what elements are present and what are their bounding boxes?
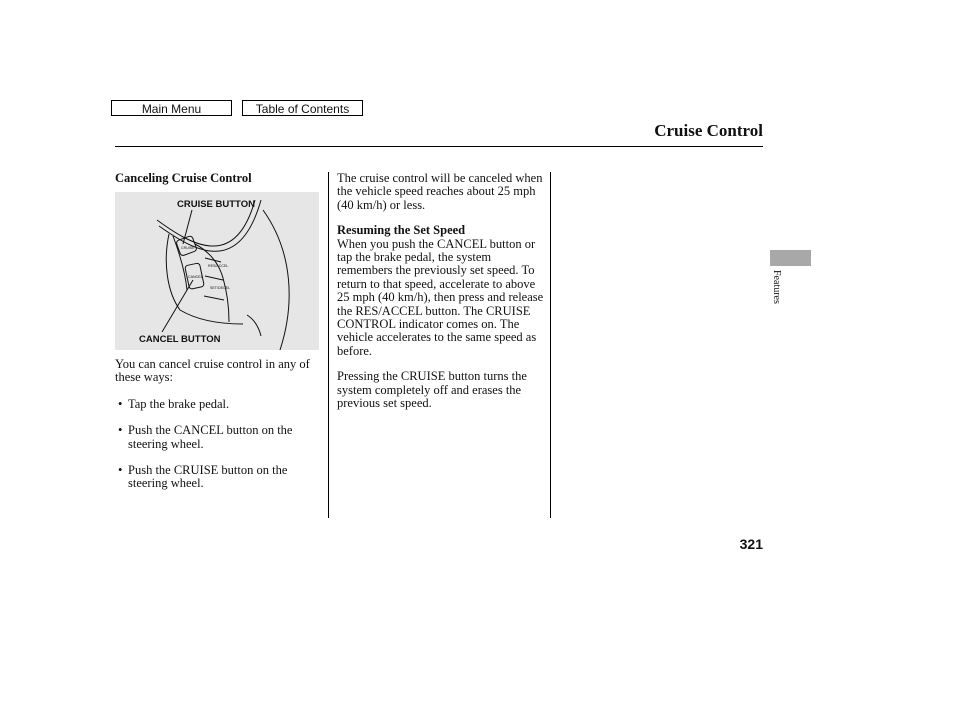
- section-heading-resuming: Resuming the Set Speed: [337, 223, 466, 238]
- speed-cancel-paragraph: The cruise control will be canceled when the vehicle speed reaches about 25 mph (40 km/h) or less.: [337, 171, 543, 212]
- section-tab-marker: [770, 250, 811, 266]
- cruise-off-paragraph: Pressing the CRUISE button turns the system completely off and erases the previous set speed.: [337, 369, 527, 411]
- bullet-symbol: •: [118, 423, 123, 438]
- section-heading-canceling: Canceling Cruise Control: [115, 171, 252, 185]
- cancel-intro: You can cancel cruise control in any of these ways:: [115, 357, 310, 385]
- column-divider-right: [550, 172, 551, 518]
- page-title: Cruise Control: [654, 121, 763, 140]
- left-column: [115, 172, 320, 185]
- bullet-text: Push the CRUISE button on the steering wheel.: [128, 463, 288, 491]
- middle-column: [337, 172, 547, 411]
- bullet-symbol: •: [118, 396, 123, 411]
- list-item: [115, 424, 320, 451]
- set-decel-glyph: SET/DECEL: [210, 286, 230, 290]
- bullet-text: Tap the brake pedal.: [128, 396, 230, 411]
- cancel-button-label: CANCEL BUTTON: [139, 334, 221, 345]
- canceling-instructions: [115, 358, 320, 491]
- bullet-symbol: •: [118, 463, 123, 478]
- steering-wheel-diagram: [115, 192, 319, 350]
- cruise-button-label: CRUISE BUTTON: [177, 199, 255, 210]
- list-item: [115, 398, 320, 411]
- resume-paragraph: When you push the CANCEL button or tap the brake pedal, the system remembers the previously set speed. To return to that speed, accelerate to above 25 mph (40 km/h), then press and release the RES/ACCEL button. The CRUISE CONTROL indicator comes on. The vehicle accelerates to the same speed as before.: [337, 236, 544, 358]
- steering-wheel-illustration: [115, 192, 319, 350]
- res-accel-glyph: RES/ACCEL: [208, 264, 229, 268]
- page-number: 321: [739, 536, 763, 552]
- main-menu-button[interactable]: Main Menu: [111, 100, 232, 116]
- title-divider: [115, 146, 763, 147]
- column-divider-left: [328, 172, 329, 518]
- bullet-text: Push the CANCEL button on the steering wheel.: [128, 423, 293, 451]
- section-tab-label: Features: [771, 270, 782, 304]
- table-of-contents-button[interactable]: Table of Contents: [242, 100, 363, 116]
- list-item: [115, 464, 320, 491]
- cruise-button-glyph: CRUISE: [181, 246, 195, 250]
- cancel-button-glyph: CANCEL: [188, 275, 203, 279]
